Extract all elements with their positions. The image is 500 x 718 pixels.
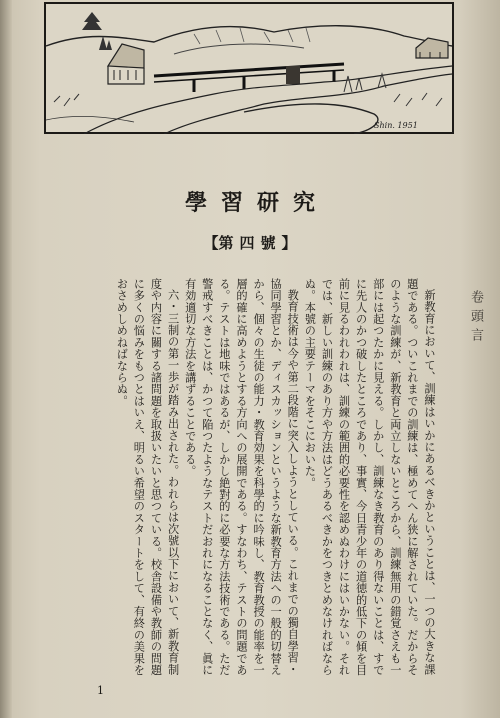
paragraph-2: 教育技術は今や第二段階に突入しようとしている。これまでの獨自學習・協同學習とか、ディスカッションというような新教育方法への一般的切替えから、個々の生徒の能力・教育効果を科學的に吟味し、教育教授の能率を一層的確に高めようとする方向への展開である。すなわち、テストの問題である。テストは地味ではあるが、しかし絶對的に必要な方法技術である。ただ警戒すべきことは、かつて陥つたようなテストだおれになることなく、眞に有効適切な方法を講ずることである。 <box>183 278 300 676</box>
paragraph-1: 新教育において、訓練はいかにあるべきかということは、一つの大きな課題である。ついこれまでの訓練は、極めてへん狭に解されていた。だからそのような訓練が、新教育と両立しないところから、訓練無用の錯覚さえも一部には起つたかに見える。しかし、訓練なき教育のあり得ないことは、すでに先人のかつ破したところであり、事實、今日青少年の道徳的低下の傾を目前に見るわれわれは、訓練の範囲的必要性を認めぬわけにはいかない。それでは、新しい訓練のあり方や方法はどうあるべきかをつきとめなければならぬ。本號の主要テーマをそこにおいた。 <box>303 278 436 676</box>
illustration-signature: Shin. 1951 <box>374 121 418 130</box>
page-title: 學習研究 <box>184 190 329 216</box>
issue-number: 第四號 <box>218 234 282 252</box>
right-bracket: 】 <box>281 234 297 252</box>
binding-edge <box>0 0 12 718</box>
page-number: 1 <box>97 684 104 697</box>
landscape-illustration <box>44 2 454 134</box>
editorial-body <box>96 278 438 678</box>
section-side-label: 卷頭言 <box>468 290 483 347</box>
issue-label <box>0 232 500 253</box>
paragraph-3: 六・三制の第一歩が踏み出された。われらは次號以下において、新教育制度や内容に關する諸問題を取扱いたいと思つている。校舎設備や教師の問題に多くの悩みをもつとはいえ、明るい希望のスタートをして、有終の美果をおさめしめねばならぬ。 <box>115 278 180 676</box>
left-bracket: 【 <box>203 234 219 252</box>
landscape-sketch <box>44 2 454 134</box>
